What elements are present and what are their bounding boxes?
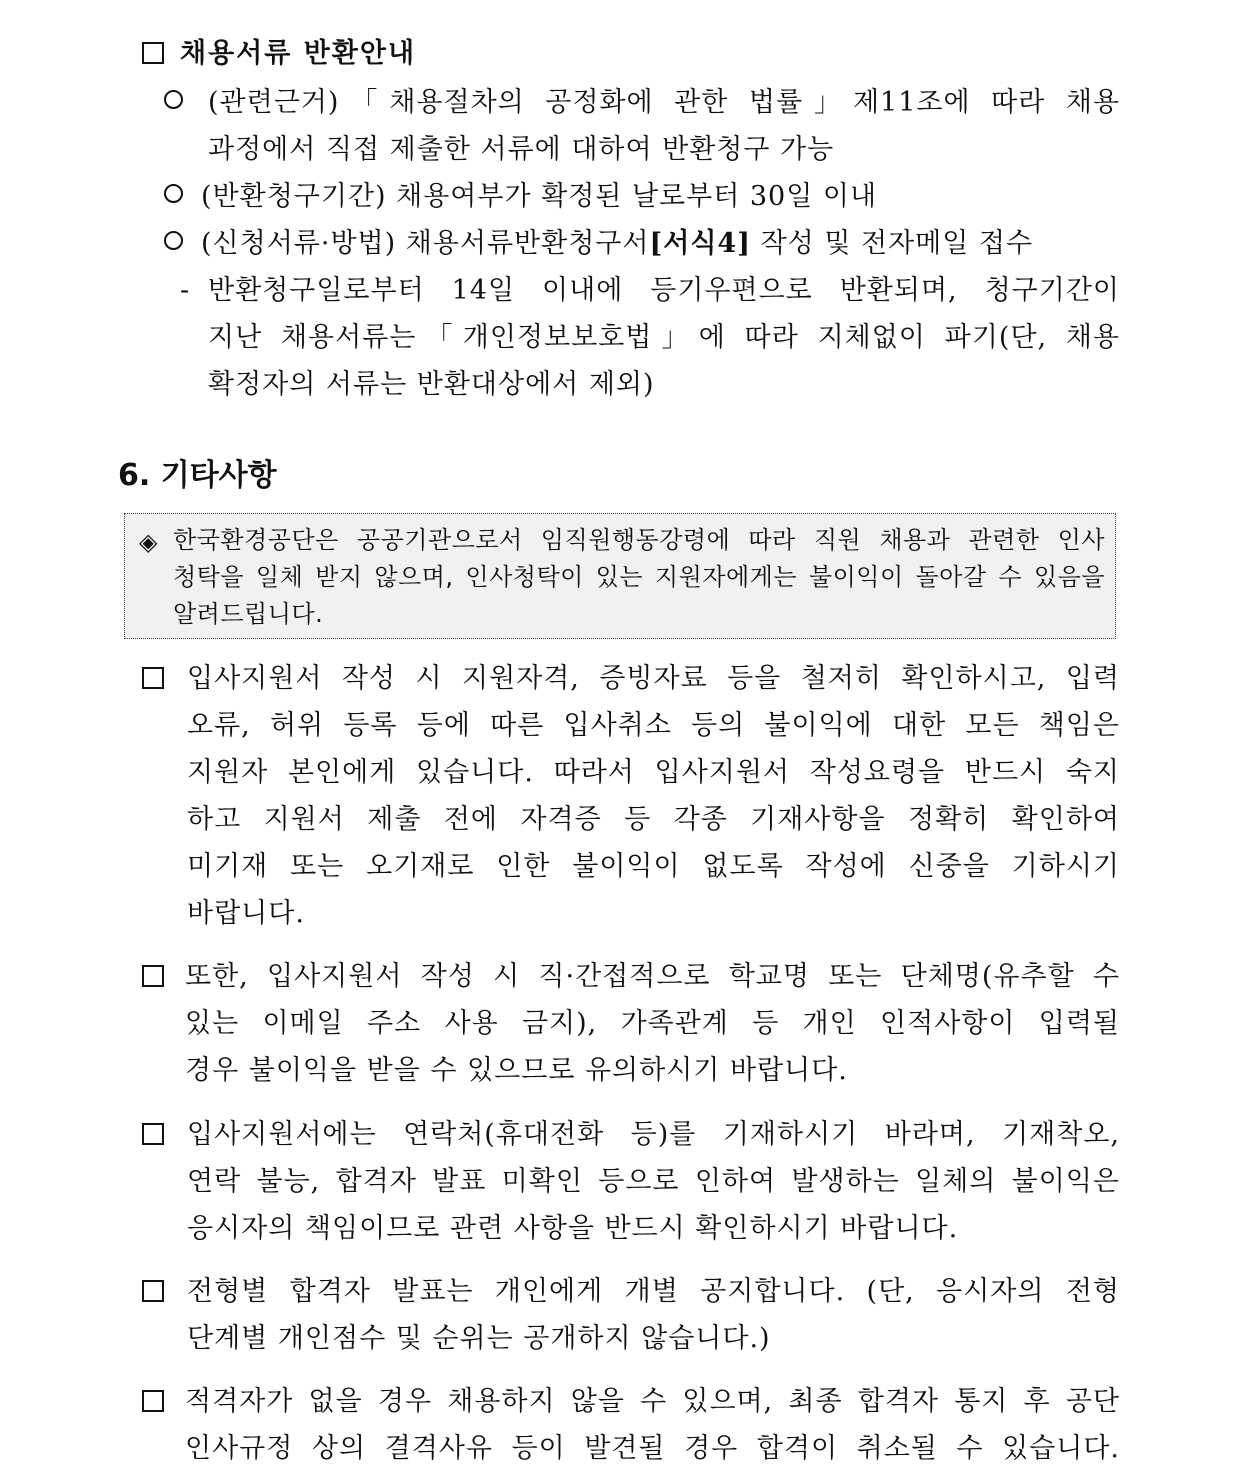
checkbox-square-icon xyxy=(142,1123,164,1145)
item-1-line-1: 입사지원서 작성 시 지원자격, 증빙자료 등을 철저히 확인하시고, 입력 xyxy=(187,663,1120,694)
period-item: (반환청구기간) 채용여부가 확정된 날로부터 30일 이내 xyxy=(164,180,877,214)
checkbox-square-icon xyxy=(142,965,164,987)
detail-line-3: 확정자의 서류는 반환대상에서 제외) xyxy=(208,369,655,400)
item-4-line-1: 전형별 합격자 발표는 개인에게 개별 공지합니다. (단, 응시자의 전형 xyxy=(187,1276,1120,1307)
notice-box xyxy=(124,513,1116,639)
notice-line-1: 한국환경공단은 공공기관으로서 임직원행동강령에 따라 직원 채용과 관련한 인사 xyxy=(173,526,1105,554)
item-2 xyxy=(142,960,180,994)
item-5-line-2: 인사규정 상의 결격사유 등이 발견될 경우 합격이 취소될 수 있습니다. xyxy=(185,1433,1120,1464)
section-title-return: 채용서류 반환안내 xyxy=(142,37,416,71)
item-1 xyxy=(142,662,180,696)
item-5-line-1: 적격자가 없을 경우 채용하지 않을 수 있으며, 최종 합격자 통지 후 공단 xyxy=(185,1386,1120,1417)
checkbox-square-icon xyxy=(142,1390,164,1412)
notice-line-2: 청탁을 일체 받지 않으며, 인사청탁이 있는 지원자에게는 불이익이 돌아갈 수 있음을 xyxy=(173,563,1105,591)
detail-line-1: 반환청구일로부터 14일 이내에 등기우편으로 반환되며, 청구기간이 xyxy=(208,275,1120,306)
detail-line-2: 지난 채용서류는「개인정보보호법」에 따라 지체없이 파기(단, 채용 xyxy=(208,322,1120,353)
item-3 xyxy=(142,1118,180,1152)
item-2-line-1: 또한, 입사지원서 작성 시 직·간접적으로 학교명 또는 단체명(유추할 수 xyxy=(185,961,1120,992)
circle-bullet-icon xyxy=(164,90,183,109)
item-3-line-2: 연락 불능, 합격자 발표 미확인 등으로 인하여 발생하는 일체의 불이익은 xyxy=(187,1166,1120,1197)
item-1-line-5: 미기재 또는 오기재로 인한 불이익이 없도록 작성에 신중을 기하시기 xyxy=(187,851,1120,882)
checkbox-square-icon xyxy=(142,1280,164,1302)
item-2-line-3: 경우 불이익을 받을 수 있으므로 유의하시기 바랍니다. xyxy=(185,1055,848,1086)
basis-item xyxy=(164,86,201,120)
dash-bullet: - xyxy=(180,275,191,306)
form-reference: [서식4] xyxy=(649,228,751,259)
item-5 xyxy=(142,1385,180,1419)
item-1-line-4: 하고 지원서 제출 전에 자격증 등 각종 기재사항을 정확히 확인하여 xyxy=(187,804,1120,835)
item-2-line-2: 있는 이메일 주소 사용 금지), 가족관계 등 개인 인적사항이 입력될 xyxy=(185,1008,1120,1039)
item-1-line-6: 바랍니다. xyxy=(187,898,305,929)
item-3-line-3: 응시자의 책임이므로 관련 사항을 반드시 확인하시기 바랍니다. xyxy=(187,1213,959,1244)
item-1-line-2: 오류, 허위 등록 등에 따른 입사취소 등의 불이익에 대한 모든 책임은 xyxy=(187,710,1120,741)
checkbox-square-icon xyxy=(142,42,164,64)
basis-line-2: 과정에서 직접 제출한 서류에 대하여 반환청구 가능 xyxy=(208,134,835,165)
diamond-bullet-icon: ◈ xyxy=(139,528,158,556)
item-1-line-3: 지원자 본인에게 있습니다. 따라서 입사지원서 작성요령을 반드시 숙지 xyxy=(187,757,1120,788)
item-3-line-1: 입사지원서에는 연락처(휴대전화 등)를 기재하시기 바라며, 기재착오, xyxy=(187,1119,1120,1150)
circle-bullet-icon xyxy=(164,184,183,203)
notice-line-3: 알려드립니다. xyxy=(173,600,324,628)
basis-line-1: (관련근거)「채용절차의 공정화에 관한 법률」제11조에 따라 채용 xyxy=(208,87,1120,118)
item-4 xyxy=(142,1275,180,1309)
circle-bullet-icon xyxy=(164,231,183,250)
checkbox-square-icon xyxy=(142,667,164,689)
section-heading-other: 6. 기타사항 xyxy=(118,458,277,493)
item-4-line-2: 단계별 개인점수 및 순위는 공개하지 않습니다.) xyxy=(187,1323,771,1354)
method-item: (신청서류·방법) 채용서류반환청구서[서식4] 작성 및 전자메일 접수 xyxy=(164,227,1033,261)
